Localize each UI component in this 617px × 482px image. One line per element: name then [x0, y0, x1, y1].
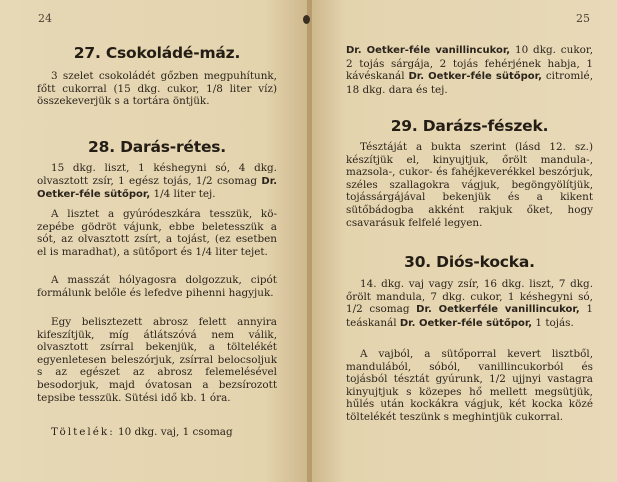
recipe-28-ingredients-b: 1/4 liter tej. [153, 188, 216, 201]
recipe-30-title: 30. Diós-kocka. [404, 253, 535, 271]
recipe-30-ingredients-a: 14. dkg. vaj vagy zsír, 16 dkg. liszt, 7 dkg. őrölt mandula, 7 dkg. cukor, 1 késhegyni só, 1/2 csomag [346, 278, 593, 316]
recipe-29-title: 29. Darázs-fészek. [390, 117, 549, 135]
recipe-28-filling-text: 10 dkg. vaj, 1 csomag [118, 426, 233, 438]
recipe-28-filling-label: Töltelék: [51, 426, 115, 438]
recipe-30-method: A vajból, a sütőporral kevert lisztből, mandulából, sóból, vanillincukorból és tojásból tésztát gyúrunk, 1/2 ujjnyi vastagra kinyujtjuk s közepes hő mellett megsütjük, hűlés után kockákra vágjuk, két kocka közé töltelékét teszünk s meghintjük cukorral. [346, 348, 593, 423]
continued-text-b: citromlé, 18 dkg. dara és tej. [346, 70, 594, 96]
recipe-30-brand-2: Dr. Oetker-féle sütőpor, [399, 317, 533, 329]
binding-mark [303, 15, 310, 24]
page-number-right: 25 [576, 12, 590, 25]
recipe-28-step-2: A masszát hólyagosra dolgozzuk, cipót formálunk belőle és lefedve pihenni hagyjuk. [37, 274, 277, 299]
continued-text-a: 10 dkg. cukor, 2 tojás sárgája, 2 tojás fehérjének habja, 1 kávéskanál [346, 44, 593, 83]
recipe-28-filling [37, 426, 277, 439]
recipe-28-brand: Dr. Oetker-féle sütőpor, [37, 175, 277, 201]
recipe-29-text: Tésztáját a bukta szerint (lásd 12. sz.) készítjük el, kinyujtjuk, őrölt mandula-, mazsola-, cukor- és fahéjkeverékkel beszórjuk, széles szallagokra vágjuk, begöngyölítjük, tojássárgájával bekenjük és a kikent sütőbádogba akként rakjuk őket, hogy csavarásuk felfelé legyen. [346, 141, 593, 229]
book-gutter [307, 0, 312, 482]
recipe-30-ingredients-b: 1 teáskanál [346, 303, 593, 329]
recipe-28-ingredients [37, 162, 277, 202]
continued-brand-1: Dr. Oetker-féle vanillincukor, [346, 45, 511, 56]
continued-brand-2: Dr. Oetker-féle sütőpor, [408, 71, 542, 83]
recipe-27-title: 27. Csokoládé-máz. [73, 44, 241, 62]
recipe-30-ingredients [346, 278, 593, 330]
recipe-28-step-3: Egy belisztezett abrosz felett annyira kifeszítjük, míg átlátszóvá nem válik, olvasztott zsírral bekenjük, a töltelékét egyenletesen beleszórjuk, zsírral belocsoljuk s az egészet az abrosz felemelésével besodorjuk, majd óvatosan a bezsírozott tepsibe tesszük. Sütési idő kb. 1 óra. [37, 316, 277, 404]
recipe-28-title: 28. Darás-rétes. [88, 138, 226, 156]
recipe-30-ingredients-c: 1 tojás. [535, 316, 574, 329]
recipe-28-step-1: A lisztet a gyúródeszkára tesszük, közepébe gödröt vájunk, ebbe beletesszük a sót, az olvasztott zsírt, a tojást, (ez esetben el is maradhat), a sütőport és 1/4 liter tejet. [37, 208, 277, 258]
recipe-28-continued [346, 44, 593, 96]
recipe-28-ingredients-a: 15 dkg. liszt, 1 késhegyni só, 4 dkg. olvasztott zsír, 1 egész tojás, 1/2 csomag [37, 162, 277, 187]
recipe-30-brand-1: Dr. Oetkerféle vanillincukor, [416, 304, 580, 316]
recipe-27-text: 3 szelet csokoládét gőzben megpuhítunk, főtt cukorral (15 dkg. cukor, 1/8 liter víz) összekeverjük s a tortára öntjük. [37, 70, 277, 108]
page-number-left: 24 [38, 12, 52, 25]
right-page [310, 0, 617, 482]
